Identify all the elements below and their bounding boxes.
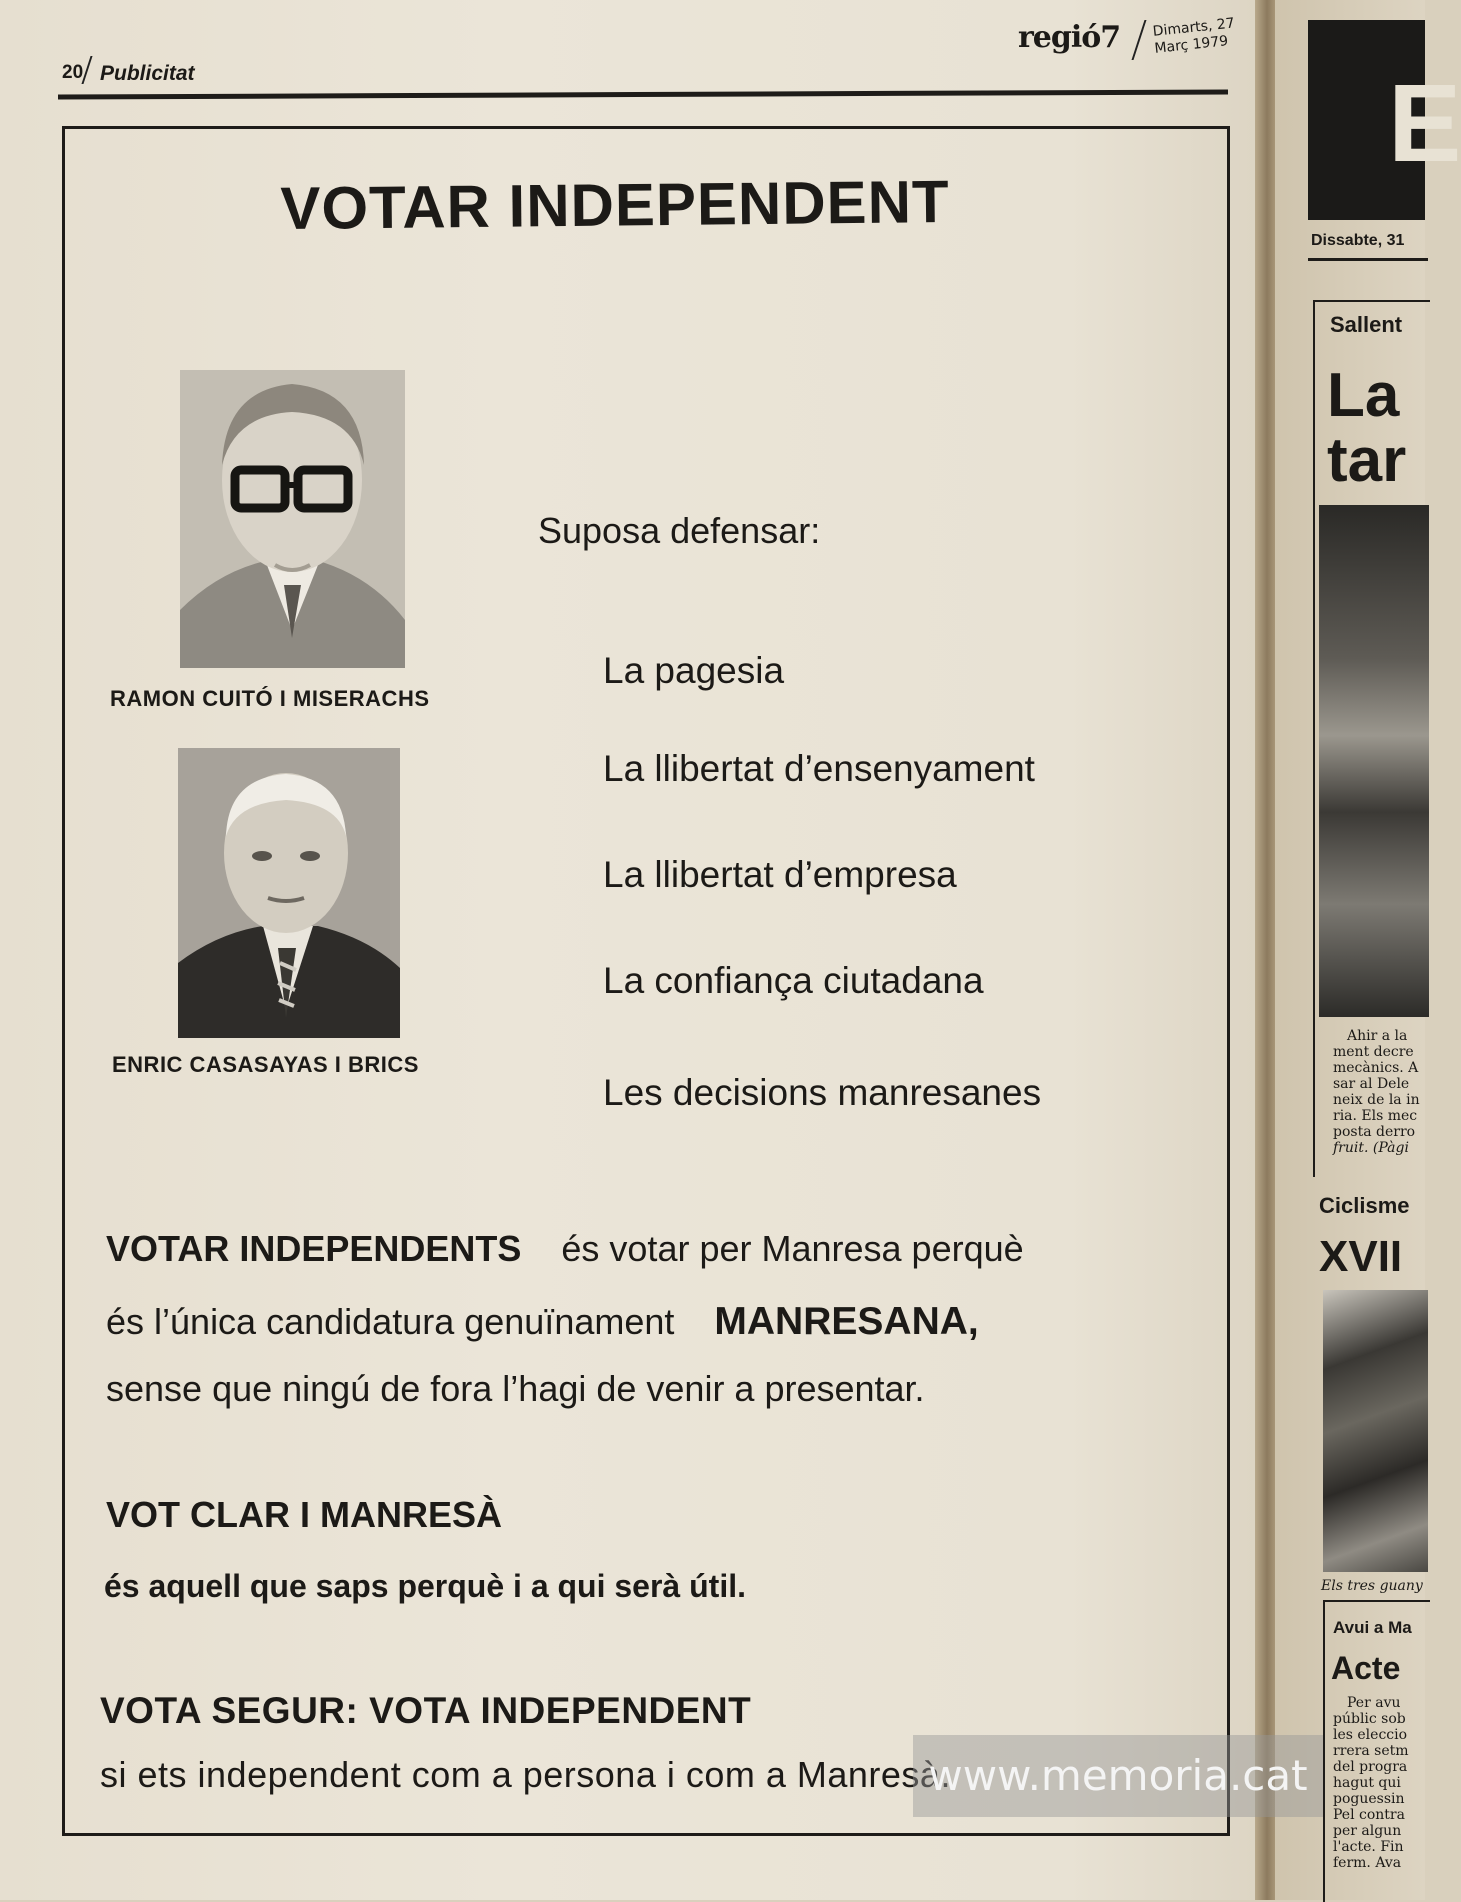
adjacent-body-line: hagut qui: [1333, 1775, 1401, 1791]
paragraph-2-line: és aquell que saps perquè i a qui serà útil.: [104, 1568, 746, 1604]
emphasis-votar-independents: VOTAR INDEPENDENTS: [106, 1228, 522, 1269]
adjacent-body-line: públic sob: [1333, 1711, 1406, 1727]
adjacent-body-line: neix de la in: [1333, 1092, 1420, 1108]
list-item: La confiança ciutadana: [603, 960, 984, 1001]
adjacent-body-line: rrera setm: [1333, 1743, 1409, 1759]
adjacent-page: [1275, 0, 1461, 1900]
adjacent-photo: [1319, 505, 1429, 1017]
adjacent-photo-caption: Els tres guany: [1321, 1578, 1423, 1594]
adjacent-masthead-block: [1308, 20, 1461, 220]
paragraph-1-line-1: [106, 1228, 1024, 1270]
portrait-enric-casasayas: [178, 748, 400, 1038]
list-item: La pagesia: [603, 650, 785, 691]
list-item: La llibertat d’ensenyament: [603, 748, 1035, 789]
page-gutter: [1255, 0, 1275, 1900]
adjacent-body-line: l'acte. Fin: [1333, 1839, 1404, 1855]
adjacent-body-line: sar al Dele: [1333, 1076, 1410, 1092]
adjacent-date: Dissabte, 31: [1311, 232, 1405, 249]
paragraph-3-line: si ets independent com a persona i com a Manresà.: [100, 1754, 951, 1795]
adjacent-body-line: ment decre: [1333, 1044, 1414, 1060]
adjacent-headline: Acte: [1331, 1650, 1401, 1686]
paragraph-1-text: és votar per Manresa perquè: [561, 1228, 1024, 1269]
adjacent-kicker: Avui a Ma: [1333, 1618, 1412, 1637]
paragraph-2-heading: VOT CLAR I MANRESÀ: [106, 1494, 502, 1535]
header-rule: [58, 89, 1228, 99]
adjacent-headline-line-2: tar: [1327, 426, 1407, 495]
watermark: www.memoria.cat: [913, 1735, 1323, 1817]
issue-date: [1152, 15, 1237, 57]
emphasis-manresana: MANRESANA,: [714, 1300, 979, 1343]
adjacent-body-line: les eleccio: [1333, 1727, 1408, 1743]
section-label: Publicitat: [100, 62, 195, 85]
paragraph-1-line-3: sense que ningú de fora l’hagi de venir a presentar.: [106, 1368, 925, 1409]
adjacent-box-body: [1333, 1695, 1409, 1871]
list-item: La llibertat d’empresa: [603, 854, 957, 895]
adjacent-body-line: ferm. Ava: [1333, 1855, 1402, 1871]
adjacent-headline-line-1: La: [1327, 361, 1400, 430]
adjacent-body-line: fruit. (Pàgi: [1333, 1140, 1409, 1156]
paragraph-3-heading: VOTA SEGUR: VOTA INDEPENDENT: [100, 1690, 752, 1731]
adjacent-body-line: del progra: [1333, 1759, 1408, 1775]
candidate-name-2: ENRIC CASASAYAS I BRICS: [112, 1052, 419, 1077]
adjacent-body-line: ria. Els mec: [1333, 1108, 1418, 1124]
candidate-name-1: RAMON CUITÓ I MISERACHS: [110, 686, 430, 711]
adjacent-body-line: posta derro: [1333, 1124, 1416, 1140]
adjacent-body-line: mecànics. A: [1333, 1060, 1419, 1076]
adjacent-rule: [1308, 258, 1428, 261]
page-number: 20: [62, 62, 84, 83]
adjacent-photo: [1323, 1290, 1428, 1572]
adjacent-article-body: [1333, 1028, 1420, 1156]
issue-date-month: Març 1979: [1153, 33, 1229, 57]
adjacent-body-line: Pel contra: [1333, 1807, 1405, 1823]
adjacent-body-line: per algun: [1333, 1823, 1402, 1839]
adjacent-kicker: Sallent: [1330, 312, 1403, 337]
paragraph-1-line-2: [106, 1300, 979, 1344]
adjacent-kicker: Ciclisme: [1319, 1193, 1410, 1218]
adjacent-body-line: Per avu: [1347, 1695, 1401, 1711]
issue-date-weekday: Dimarts, 27: [1152, 15, 1236, 40]
adjacent-headline: XVII: [1319, 1232, 1403, 1281]
masthead-divider: [1132, 20, 1147, 60]
adjacent-body-line: poguessin: [1333, 1791, 1405, 1807]
list-intro: Suposa defensar:: [538, 510, 821, 551]
adjacent-body-line: Ahir a la: [1347, 1028, 1408, 1044]
newspaper-masthead: regió7: [1018, 20, 1121, 55]
adjacent-masthead: E: [1388, 62, 1461, 185]
portrait-ramon-cuito: [180, 370, 405, 668]
paragraph-1-text: és l’única candidatura genuïnament: [106, 1301, 675, 1342]
candidate-photo-2: [178, 748, 400, 1038]
candidate-photo-1: [180, 370, 405, 668]
list-item: Les decisions manresanes: [603, 1072, 1042, 1113]
ad-title: VOTAR INDEPENDENT: [280, 167, 950, 242]
